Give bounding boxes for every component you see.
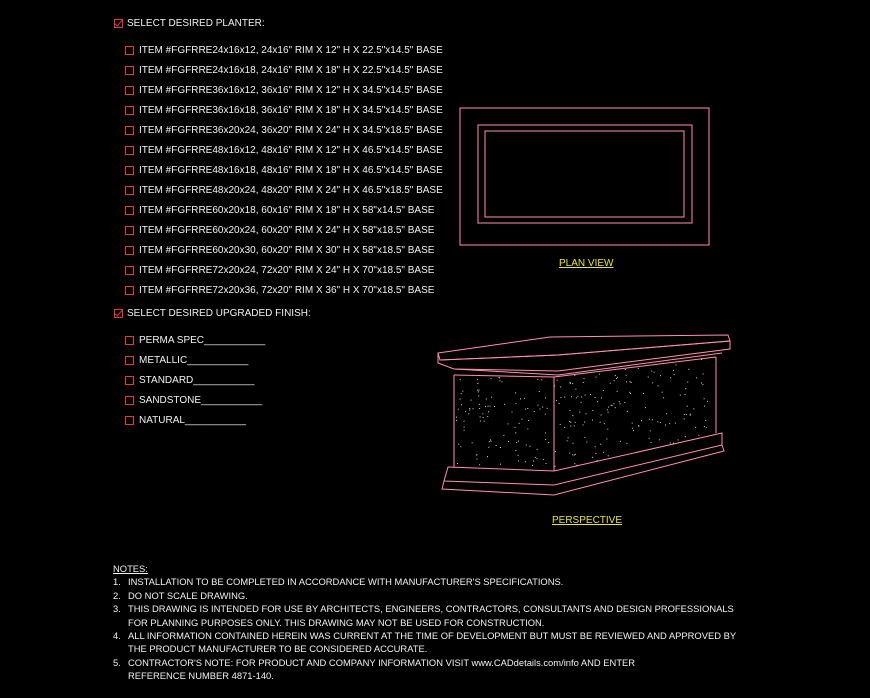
planter-option[interactable] [125, 84, 443, 96]
planter-option-label: ITEM #FGFRRE36x16x18, 36x16" RIM X 18" H X 34.5"x14.5" BASE [139, 104, 443, 116]
perspective-rim-edge [440, 341, 730, 360]
finish-header-checkbox[interactable] [114, 309, 123, 318]
finish-option[interactable] [125, 354, 265, 366]
note-text: REFERENCE NUMBER 4871-140. [128, 670, 274, 682]
note-line [113, 575, 736, 588]
planter-option[interactable] [125, 44, 443, 56]
note-line [113, 616, 736, 629]
note-line [113, 656, 736, 669]
planter-option-label: ITEM #FGFRRE72x20x36, 72x20" RIM X 36" H X 70"x18.5" BASE [139, 284, 435, 296]
note-number: 3. [113, 603, 121, 615]
planter-option[interactable] [125, 184, 443, 196]
finish-list [125, 334, 265, 434]
note-text: DO NOT SCALE DRAWING. [128, 589, 248, 601]
finish-option-checkbox[interactable] [125, 416, 134, 425]
planter-option-checkbox[interactable] [125, 226, 134, 235]
perspective-body-top [454, 357, 716, 377]
planter-option-label: ITEM #FGFRRE48x16x18, 48x16" RIM X 18" H X 46.5"x14.5" BASE [139, 164, 443, 176]
planter-list [125, 44, 443, 304]
planter-option-checkbox[interactable] [125, 66, 134, 75]
note-line [113, 629, 736, 642]
planter-option-checkbox[interactable] [125, 146, 134, 155]
planter-option-label: ITEM #FGFRRE36x16x12, 36x16" RIM X 12" H X 34.5"x14.5" BASE [139, 84, 443, 96]
planter-option-label: ITEM #FGFRRE24x16x12, 24x16" RIM X 12" H X 22.5"x14.5" BASE [139, 44, 443, 56]
planter-option[interactable] [125, 124, 443, 136]
planter-option-label: ITEM #FGFRRE48x16x12, 48x16" RIM X 12" H X 46.5"x14.5" BASE [139, 144, 443, 156]
plan-outer-outline [460, 108, 709, 245]
note-line [113, 642, 736, 655]
notes-block [113, 562, 736, 683]
note-number: 2. [113, 589, 121, 601]
planter-option-checkbox[interactable] [125, 206, 134, 215]
planter-option-checkbox[interactable] [125, 186, 134, 195]
perspective-rim-lip [454, 353, 722, 375]
finish-option-checkbox[interactable] [125, 396, 134, 405]
perspective-rim-top [438, 335, 730, 360]
planter-option-checkbox[interactable] [125, 166, 134, 175]
notes-list [113, 575, 736, 682]
notes-title: NOTES: [113, 563, 148, 574]
finish-option-label: STANDARD___________ [139, 374, 255, 386]
planter-option[interactable] [125, 144, 443, 156]
perspective-rim-front [438, 341, 730, 371]
planter-option[interactable] [125, 64, 443, 76]
note-text: FOR PLANNING PURPOSES ONLY. THIS DRAWING MAY NOT BE USED FOR CONSTRUCTION. [128, 616, 545, 628]
note-text: THIS DRAWING IS INTENDED FOR USE BY ARCHITECTS, ENGINEERS, CONTRACTORS, CONSULTANTS AND DESIGN PROFESSIONALS [128, 603, 734, 615]
perspective-base-plinth [442, 445, 724, 495]
planter-section-heading: SELECT DESIRED PLANTER: [127, 18, 265, 29]
planter-option-label: ITEM #FGFRRE60x20x30, 60x20" RIM X 30" H X 58"x18.5" BASE [139, 244, 435, 256]
planter-option[interactable] [125, 104, 443, 116]
planter-option-checkbox[interactable] [125, 266, 134, 275]
finish-section-heading: SELECT DESIRED UPGRADED FINISH: [127, 308, 311, 319]
note-line [113, 669, 736, 682]
perspective-caption: PERSPECTIVE [552, 515, 623, 526]
planter-option[interactable] [125, 204, 443, 216]
finish-option[interactable] [125, 334, 265, 346]
note-number [113, 669, 128, 682]
finish-option-label: NATURAL___________ [139, 414, 247, 426]
finish-option[interactable] [125, 394, 265, 406]
note-number [113, 616, 128, 629]
planter-option[interactable] [125, 284, 443, 296]
note-number: 5. [113, 656, 121, 668]
note-line [113, 602, 736, 615]
note-text: ALL INFORMATION CONTAINED HEREIN WAS CURRENT AT THE TIME OF DEVELOPMENT BUT MUST BE REVIEWED AND APPROVED BY [128, 630, 737, 642]
planter-option-label: ITEM #FGFRRE60x20x18, 60x16" RIM X 18" H X 58"x14.5" BASE [139, 204, 435, 216]
plan-view-caption: PLAN VIEW [559, 258, 614, 269]
planter-option-checkbox[interactable] [125, 246, 134, 255]
note-text: INSTALLATION TO BE COMPLETED IN ACCORDANCE WITH MANUFACTURER'S SPECIFICATIONS. [128, 576, 564, 588]
plan-inner-outline [485, 131, 684, 217]
finish-option-checkbox[interactable] [125, 336, 134, 345]
finish-option-checkbox[interactable] [125, 356, 134, 365]
planter-option[interactable] [125, 164, 443, 176]
planter-option-label: ITEM #FGFRRE60x20x24, 60x20" RIM X 24" H X 58"x18.5" BASE [139, 224, 435, 236]
planter-option[interactable] [125, 224, 443, 236]
perspective-base [444, 433, 722, 485]
note-line [113, 589, 736, 602]
finish-section-header [114, 308, 311, 319]
finish-option-label: SANDSTONE___________ [139, 394, 263, 406]
note-text: CONTRACTOR'S NOTE: FOR PRODUCT AND COMPANY INFORMATION VISIT www.CADdetails.com/info AND ENTER [128, 656, 636, 668]
planter-option-checkbox[interactable] [125, 126, 134, 135]
note-number: 4. [113, 630, 121, 642]
note-number [113, 642, 128, 655]
planter-option-label: ITEM #FGFRRE72x20x24, 72x20" RIM X 24" H X 70"x18.5" BASE [139, 264, 435, 276]
planter-option-label: ITEM #FGFRRE36x20x24, 36x20" RIM X 24" H X 34.5"x18.5" BASE [139, 124, 443, 136]
planter-header-checkbox[interactable] [114, 19, 123, 28]
planter-option-checkbox[interactable] [125, 286, 134, 295]
finish-option-label: PERMA SPEC___________ [139, 334, 266, 346]
note-number: 1. [113, 576, 121, 588]
planter-option[interactable] [125, 264, 443, 276]
planter-section-header [114, 18, 265, 29]
note-text: THE PRODUCT MANUFACTURER TO BE CONSIDERED ACCURATE. [128, 643, 428, 655]
planter-option-label: ITEM #FGFRRE24x16x18, 24x16" RIM X 18" H X 22.5"x14.5" BASE [139, 64, 443, 76]
finish-option[interactable] [125, 374, 265, 386]
planter-option-checkbox[interactable] [125, 46, 134, 55]
perspective-drawing [430, 325, 740, 505]
planter-option-checkbox[interactable] [125, 106, 134, 115]
finish-option[interactable] [125, 414, 265, 426]
plan-rim-outline [478, 125, 692, 223]
planter-option-checkbox[interactable] [125, 86, 134, 95]
planter-option-label: ITEM #FGFRRE48x20x24, 48x20" RIM X 24" H X 46.5"x18.5" BASE [139, 184, 443, 196]
finish-option-checkbox[interactable] [125, 376, 134, 385]
planter-option[interactable] [125, 244, 443, 256]
perspective-texture [456, 359, 708, 467]
finish-option-label: METALLIC___________ [139, 354, 249, 366]
plan-view-drawing [455, 104, 715, 249]
perspective-body-edges [454, 357, 716, 471]
